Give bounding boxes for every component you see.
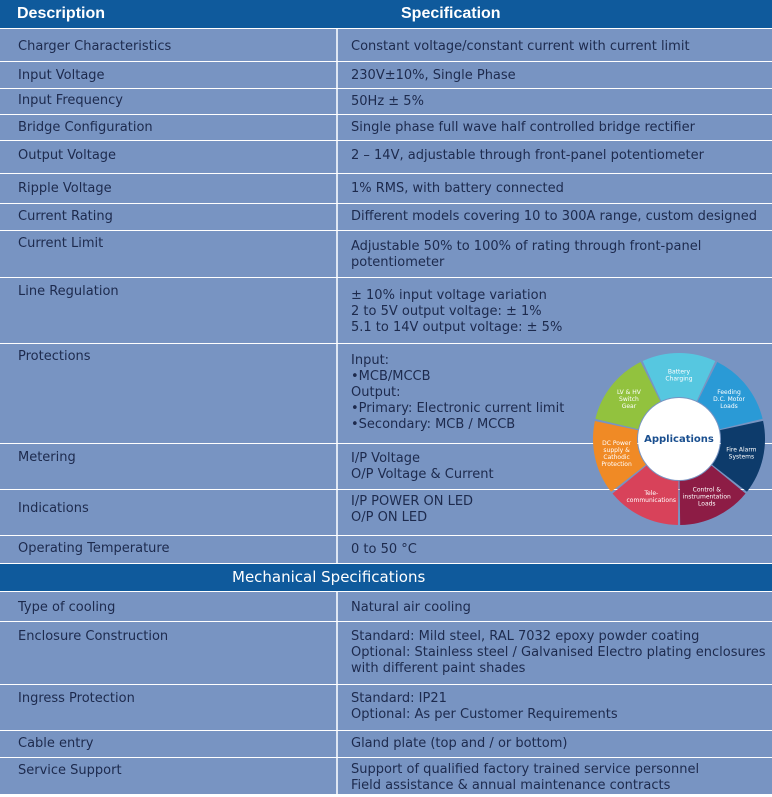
wheel-segment-label: Control & instrumentation Loads xyxy=(682,486,731,508)
row-value: 50Hz ± 5% xyxy=(351,94,424,109)
row-value: Natural air cooling xyxy=(351,600,471,615)
spec-row-ingress-protection xyxy=(0,684,772,730)
row-label: Protections xyxy=(18,349,91,364)
row-label: Output Voltage xyxy=(18,148,117,163)
wheel-segment-label: Fire Alarm Systems xyxy=(726,446,757,461)
row-value: I/P POWER ON LED O/P ON LED xyxy=(351,494,474,525)
row-value: Gland plate (top and / or bottom) xyxy=(351,736,568,751)
spec-row-cable-entry xyxy=(0,730,772,757)
row-value: Standard: IP21 Optional: As per Customer Requirements xyxy=(351,691,618,722)
wheel-segment-label: LV & HV Switch Gear xyxy=(616,389,641,411)
wheel-segment-label: Feeding D.C. Motor Loads xyxy=(713,389,745,411)
row-label: Input Frequency xyxy=(18,93,123,108)
row-value: 0 to 50 °C xyxy=(351,542,417,557)
row-value: 1% RMS, with battery connected xyxy=(351,181,564,196)
description-heading: Description xyxy=(17,5,106,22)
wheel-segment-label: DC Power supply & Cathodic Protection xyxy=(601,439,632,468)
row-label: Cable entry xyxy=(18,736,94,751)
spec-row-line-regulation xyxy=(0,277,772,343)
row-label: Bridge Configuration xyxy=(18,120,153,135)
spec-row-charger-characteristics xyxy=(0,28,772,61)
row-label: Enclosure Construction xyxy=(18,629,169,644)
spec-row-service-support xyxy=(0,757,772,794)
row-label: Charger Characteristics xyxy=(18,39,172,54)
row-value: Constant voltage/constant current with current limit xyxy=(351,39,690,54)
row-value: Standard: Mild steel, RAL 7032 epoxy powder coating Optional: Stainless steel / Galvanised Electro plating enclosures with different paint shades xyxy=(351,629,766,676)
row-label: Indications xyxy=(18,501,89,516)
spec-row-input-frequency xyxy=(0,88,772,114)
mechanical-section-header xyxy=(0,563,772,591)
row-label: Metering xyxy=(18,450,76,465)
spec-row-current-limit xyxy=(0,230,772,277)
row-value: Different models covering 10 to 300A range, custom designed xyxy=(351,209,758,224)
row-value: 2 – 14V, adjustable through front-panel potentiometer xyxy=(351,148,704,163)
row-label: Input Voltage xyxy=(18,68,105,83)
spec-row-type-of-cooling xyxy=(0,591,772,621)
spec-row-input-voltage xyxy=(0,61,772,88)
spec-row-ripple-voltage xyxy=(0,173,772,203)
row-label: Service Support xyxy=(18,763,122,778)
row-value: ± 10% input voltage variation 2 to 5V output voltage: ± 1% 5.1 to 14V output voltage: ± 5% xyxy=(351,288,563,335)
row-value: I/P Voltage O/P Voltage & Current xyxy=(351,451,494,482)
spec-row-bridge-configuration xyxy=(0,114,772,140)
table-header xyxy=(0,0,772,28)
specification-heading: Specification xyxy=(401,5,501,22)
applications-wheel xyxy=(592,352,766,526)
row-label: Type of cooling xyxy=(18,600,116,615)
row-label: Current Limit xyxy=(18,236,104,251)
spec-row-enclosure-construction xyxy=(0,621,772,684)
spec-row-output-voltage xyxy=(0,140,772,173)
row-label: Ripple Voltage xyxy=(18,181,112,196)
mechanical-heading: Mechanical Specifications xyxy=(232,568,426,586)
row-label: Line Regulation xyxy=(18,284,119,299)
wheel-segment-label: Battery Charging xyxy=(665,368,693,383)
row-label: Operating Temperature xyxy=(18,541,170,556)
spec-row-current-rating xyxy=(0,203,772,230)
row-label: Current Rating xyxy=(18,209,113,224)
row-value: Adjustable 50% to 100% of rating through front-panel potentiometer xyxy=(351,239,702,270)
row-label: Ingress Protection xyxy=(18,691,135,706)
row-value: Support of qualified factory trained service personnel Field assistance & annual maintenance contracts xyxy=(351,762,700,793)
wheel-segment-label: Tele-communications xyxy=(626,490,677,505)
applications-center-label: Applications xyxy=(644,434,714,445)
row-value: 230V±10%, Single Phase xyxy=(351,68,516,83)
row-value: Single phase full wave half controlled bridge rectifier xyxy=(351,120,695,135)
spec-row-operating-temperature xyxy=(0,535,772,563)
row-value: Input: •MCB/MCCB Output: •Primary: Electronic current limit •Secondary: MCB / MCCB xyxy=(351,353,565,432)
